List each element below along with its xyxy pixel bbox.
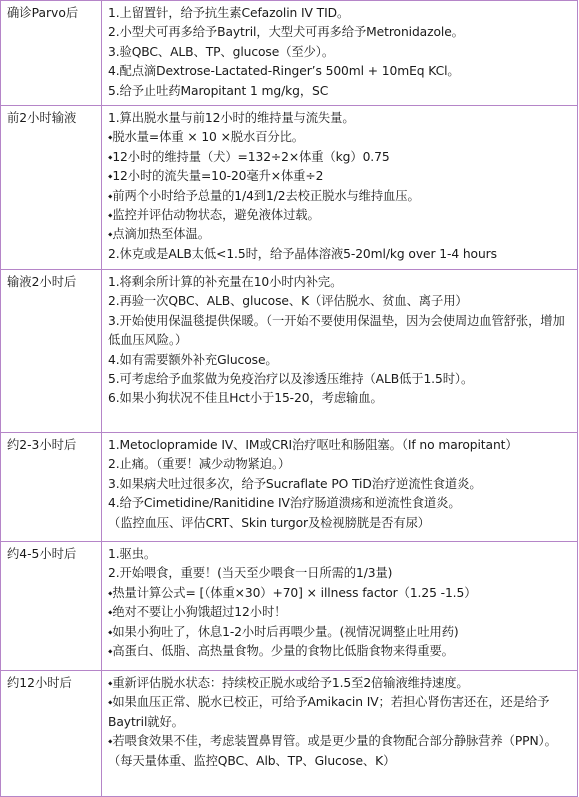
stage-label: 约2-3小时后 [1, 433, 102, 542]
step-line: ⬩若喂食效果不佳，考虑装置鼻胃管。或是更少量的食物配合部分静脉营养（PPN）。 [108, 734, 557, 749]
step-line: 2.开始喂食，重要！(当天至少喂食一日所需的1/3量) [108, 566, 393, 581]
stage-steps [102, 433, 578, 542]
step-line: 2.小型犬可再多给予Baytril，大型犬可再多给予Metronidazole。 [108, 25, 464, 40]
stage-steps [102, 106, 578, 270]
stage-label: 约12小时后 [1, 671, 102, 797]
step-line: ⬩脱水量=体重 × 10 ×脱水百分比。 [108, 130, 304, 145]
stage-label: 前2小时输液 [1, 106, 102, 270]
step-line: 3.如果病犬吐过很多次，给予Sucraflate PO TiD治疗逆流性食道炎。 [108, 476, 482, 491]
step-line: 2.休克或是ALB太低<1.5时，给予晶体溶液5-20ml/kg over 1-4 hours [108, 246, 497, 261]
step-line: （监控血压、评估CRT、Skin turgor及检视膀胱是否有尿） [108, 515, 430, 530]
step-line: ⬩热量计算公式= [（体重×30）+70] × illness factor（1.25 -1.5） [108, 585, 477, 600]
stage-steps [102, 542, 578, 671]
stage-steps [102, 671, 578, 797]
protocol-row [1, 1, 578, 106]
step-line: 3.开始使用保温毯提供保暖。（一开始不要使用保温垫，因为会使周边血管舒张，增加低血压风险。） [108, 313, 565, 348]
step-line: ⬩如果小狗吐了，休息1-2小时后再喂少量。(视情况调整止吐用药) [108, 624, 459, 639]
step-line: （每天量体重、监控QBC、Alb、TP、Glucose、K） [108, 753, 396, 768]
step-line: ⬩如果血压正常、脱水已校正，可给予Amikacin IV；若担心肾伤害还在，还是给予Baytril就好。 [108, 695, 550, 729]
step-line: 1.Metoclopramide IV、IM或CRI治疗呕吐和肠阻塞。（If no maropitant） [108, 438, 518, 453]
step-line: ⬩点滴加热至体温。 [108, 227, 210, 242]
protocol-row [1, 106, 578, 270]
step-line: 2.止痛。（重要！减少动物紧迫。） [108, 457, 291, 472]
step-line: 1.算出脱水量与前12小时的维持量与流失量。 [108, 111, 355, 126]
stage-label: 约4-5小时后 [1, 542, 102, 671]
step-line: 6.如果小狗状况不佳且Hct小于15-20，考虑输血。 [108, 391, 383, 406]
step-line: 4.给予Cimetidine/Ranitidine IV治疗肠道溃疡和逆流性食道炎。 [108, 496, 461, 511]
step-line: ⬩前两个小时给予总量的1/4到1/2去校正脱水与维持血压。 [108, 188, 420, 203]
step-line: 2.再验一次QBC、ALB、glucose、K（评估脱水、贫血、离子用） [108, 294, 468, 309]
protocol-table-body [1, 1, 578, 797]
step-line: ⬩监控并评估动物状态，避免液体过载。 [108, 208, 320, 223]
step-line: 1.驱虫。 [108, 547, 157, 562]
step-line: ⬩12小时的流失量=10-20毫升×体重÷2 [108, 169, 324, 184]
step-line: ⬩高蛋白、低脂、高热量食物。少量的食物比低脂食物来得重要。 [108, 644, 454, 659]
step-line: 4.配点滴Dextrose-Lactated-Ringer’s 500ml + 10mEq KCl。 [108, 64, 460, 79]
step-line: 5.可考虑给予血浆做为免疫治疗以及渗透压维持（ALB低于1.5时）。 [108, 372, 474, 387]
step-line: 3.验QBC、ALB、TP、glucose（至少）。 [108, 44, 335, 59]
step-line: 1.将剩余所计算的补充量在10小时内补完。 [108, 275, 343, 290]
stage-label: 输液2小时后 [1, 270, 102, 433]
protocol-row [1, 542, 578, 671]
step-line: ⬩12小时的维持量（犬）=132÷2×体重（kg）0.75 [108, 149, 390, 164]
step-line: 4.如有需要额外补充Glucose。 [108, 352, 278, 367]
protocol-row [1, 270, 578, 433]
protocol-row [1, 433, 578, 542]
stage-label: 确诊Parvo后 [1, 1, 102, 106]
stage-steps [102, 1, 578, 106]
step-line: 5.给予止吐药Maropitant 1 mg/kg，SC [108, 83, 329, 98]
protocol-row [1, 671, 578, 797]
step-line: ⬩绝对不要让小狗饿超过12小时！ [108, 605, 287, 620]
step-line: 1.上留置针，给予抗生素Cefazolin IV TID。 [108, 6, 350, 20]
stage-steps [102, 270, 578, 433]
step-line: ⬩重新评估脱水状态：持续校正脱水或给予1.5至2倍输液维持速度。 [108, 676, 469, 691]
